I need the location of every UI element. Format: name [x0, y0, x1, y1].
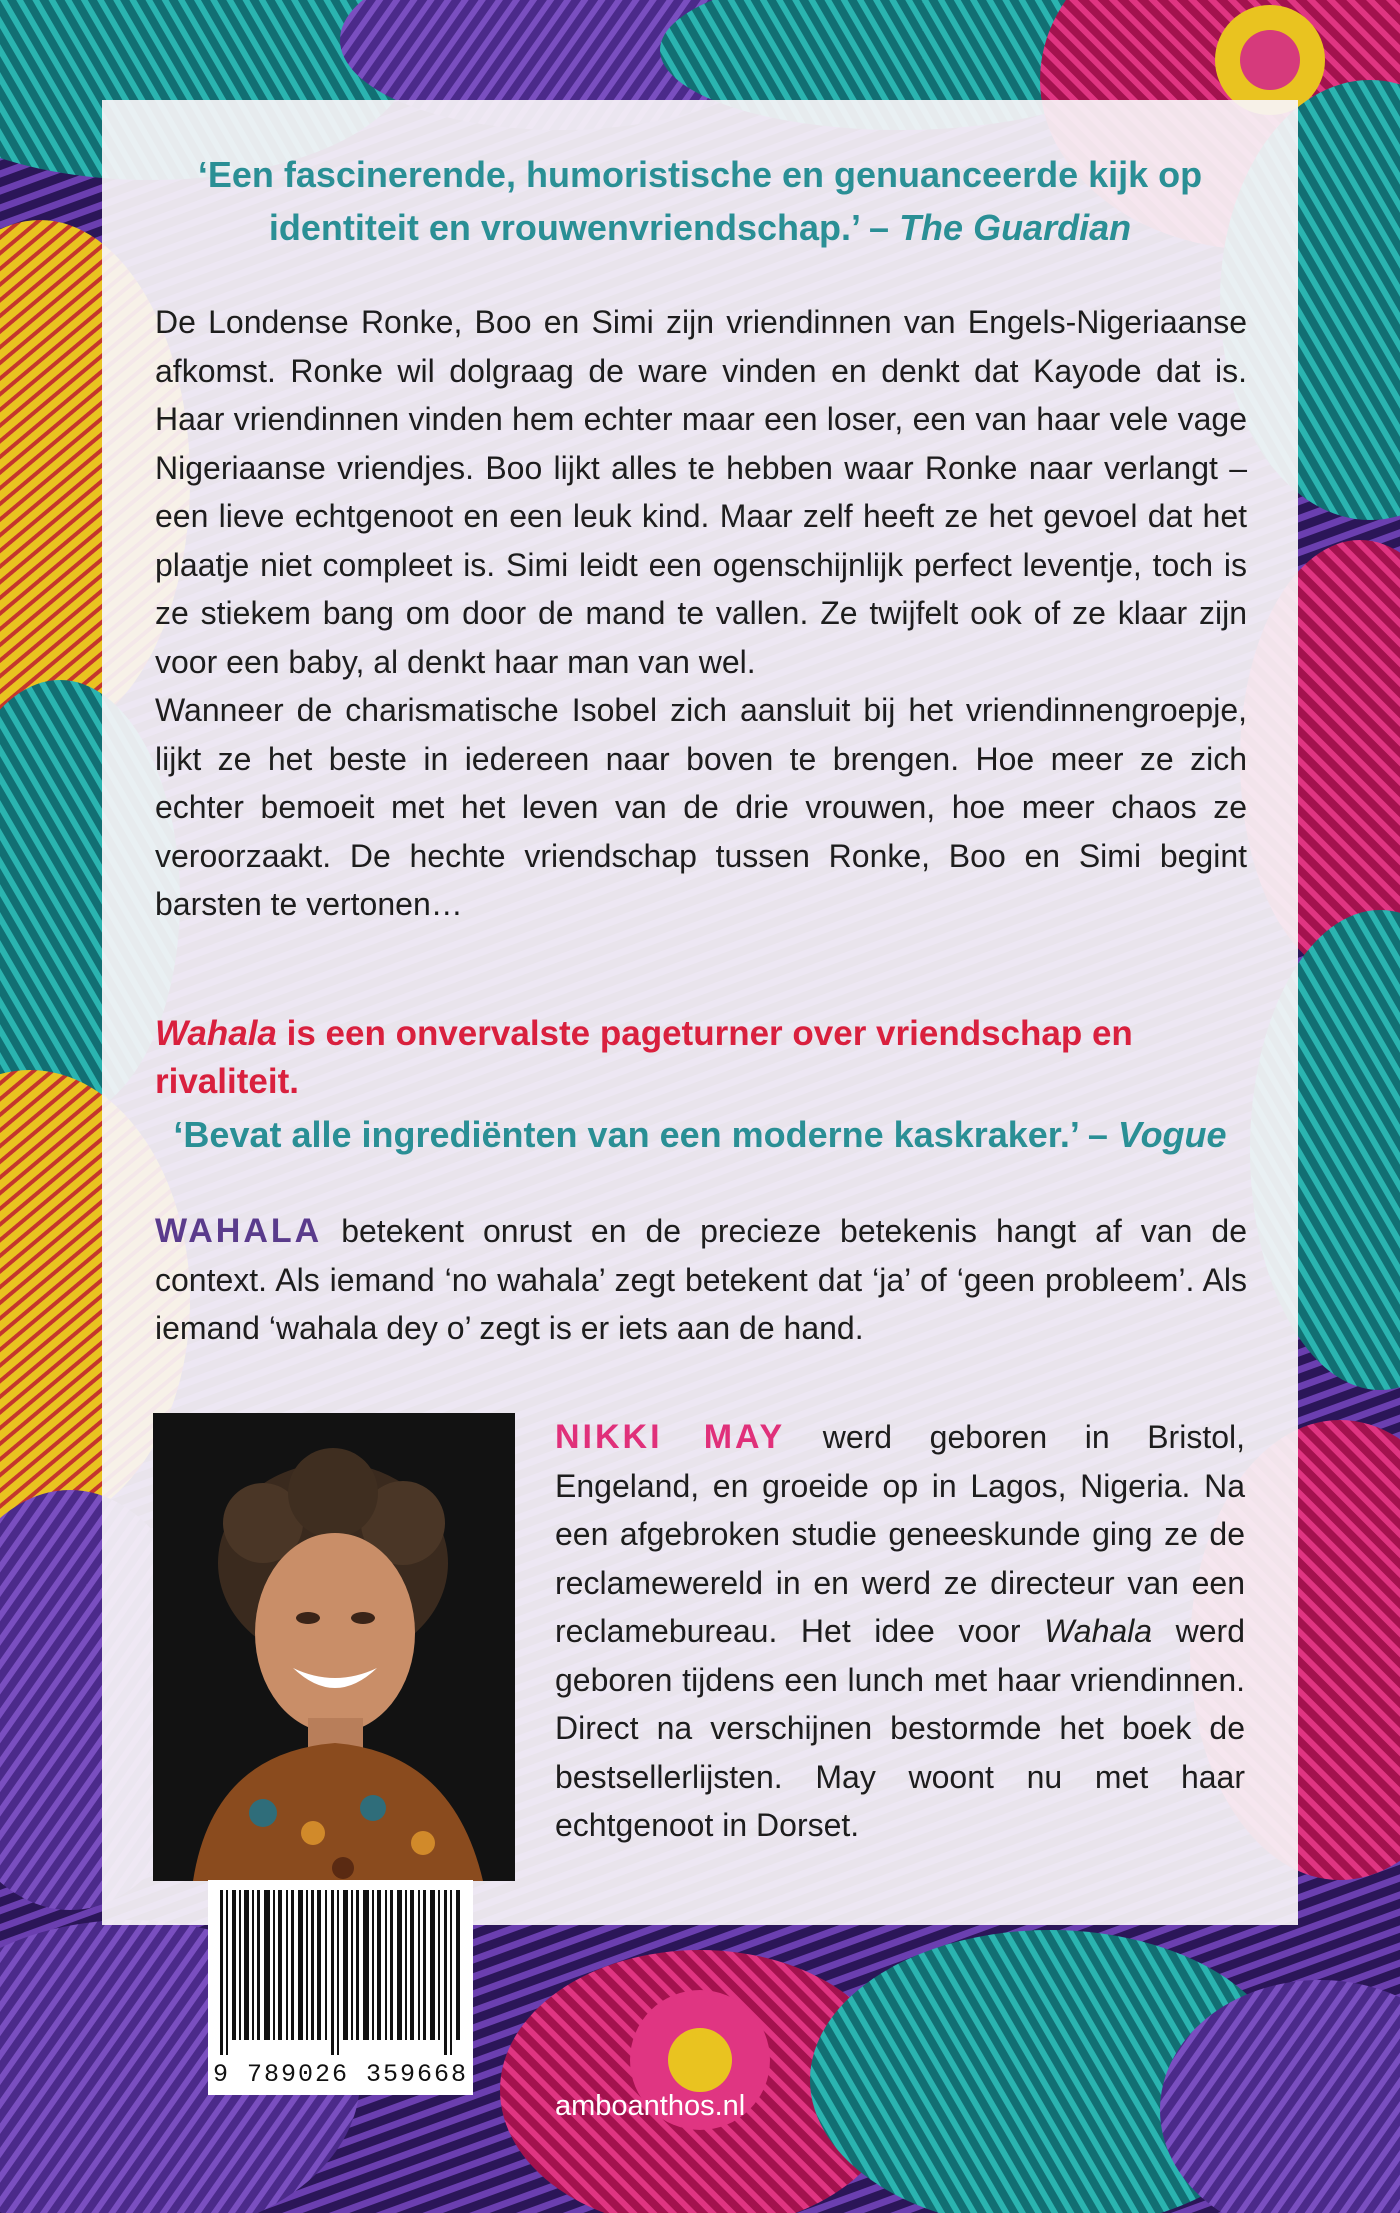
- quote-source: The Guardian: [899, 207, 1132, 248]
- publisher-website: amboanthos.nl: [555, 2090, 746, 2122]
- author-name: NIKKI MAY: [555, 1418, 786, 1456]
- definition-text: betekent onrust en de precieze betekenis hangt af van de context. Als iemand ‘no wahala’ zegt betekent dat ‘ja’ of ‘geen probleem’. Als iemand ‘wahala dey o’ zegt is er iets aan de hand.: [155, 1213, 1247, 1346]
- quote-text: ‘Een fascinerende, humoristische en genuanceerde kijk op identiteit en vrouwenvriendschap.’ –: [197, 154, 1203, 248]
- tagline: [155, 1010, 1255, 1106]
- barcode-bars: [208, 1880, 473, 2055]
- book-blurb: [155, 298, 1247, 929]
- tagline-text: is een onvervalste pageturner over vriendschap en rivaliteit.: [155, 1014, 1133, 1101]
- blurb-paragraph: De Londense Ronke, Boo en Simi zijn vriendinnen van Engels-Nigeriaanse afkomst. Ronke wil dolgraag de ware vinden en denkt dat Kayode dat is. Haar vriendinnen vinden hem echter maar een loser, een van haar vele vage Nigeriaanse vriendjes. Boo lijkt alles te hebben waar Ronke naar verlangt – een lieve echtgenoot en een leuk kind. Maar zelf heeft ze het gevoel dat het plaatje niet compleet is. Simi leidt een ogenschijnlijk perfect leventje, toch is ze stiekem bang om door de mand te vallen. Ze twijfelt ook of ze klaar zijn voor een baby, al denkt haar man van wel.: [155, 304, 1247, 680]
- tagline-title: Wahala: [155, 1014, 277, 1053]
- definition-word: WAHALA: [155, 1212, 323, 1250]
- wahala-definition: [155, 1207, 1247, 1353]
- author-bio-title: Wahala: [1044, 1613, 1153, 1649]
- review-quote-guardian: [150, 148, 1250, 254]
- author-bio-text: werd geboren tijdens een lunch met haar vriendinnen. Direct na verschijnen bestormde het boek de bestsellerlijsten. May woont nu met haar echtgenoot in Dorset.: [555, 1613, 1246, 1843]
- review-quote-vogue: [150, 1108, 1250, 1161]
- author-bio: [555, 1413, 1245, 1850]
- isbn-number: 9 789026 359668: [212, 2060, 469, 2089]
- quote-source: Vogue: [1117, 1114, 1227, 1155]
- blurb-paragraph: Wanneer de charismatische Isobel zich aansluit bij het vriendinnengroepje, lijkt ze het beste in iedereen naar boven te brengen. Hoe meer ze zich echter bemoeit met het leven van de drie vrouwen, hoe meer chaos ze veroorzaakt. De hechte vriendschap tussen Ronke, Boo en Simi begint barsten te vertonen…: [155, 692, 1247, 922]
- author-photo: [153, 1413, 515, 1881]
- author-bio-text: werd geboren in Bristol, Engeland, en groeide op in Lagos, Nigeria. Na een afgebroken studie geneeskunde ging ze de reclamewereld in en werd ze directeur van een reclamebureau. Het idee voor: [555, 1419, 1246, 1649]
- quote-text: ‘Bevat alle ingrediënten van een moderne kaskraker.’ –: [173, 1114, 1118, 1155]
